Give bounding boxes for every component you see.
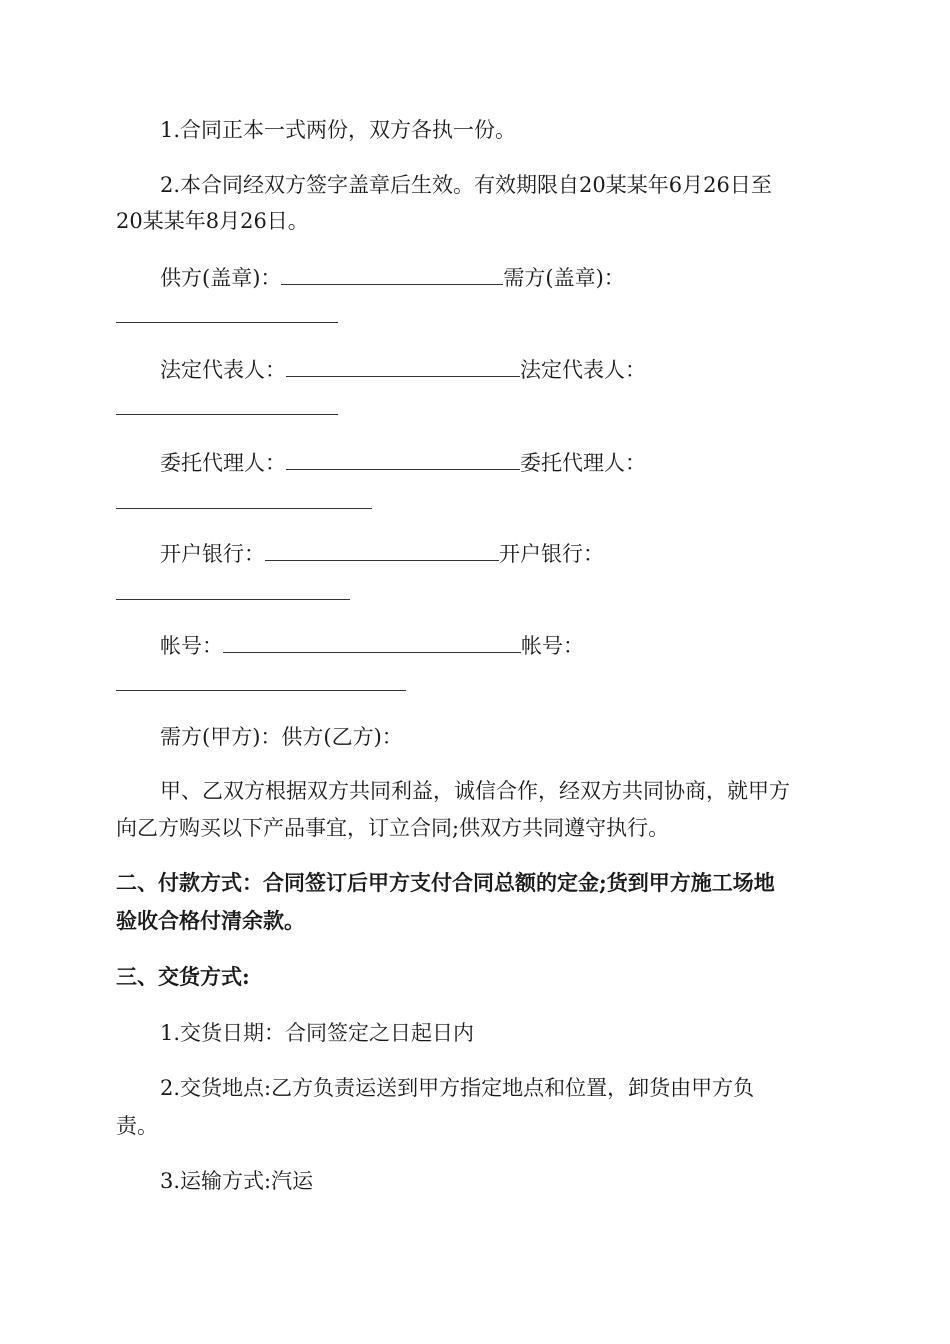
account-label-a: 帐号： [160, 634, 223, 658]
buyer-seal-blank[interactable] [116, 322, 338, 323]
delivery-date-item: 1.交货日期：合同签定之日起日内 [160, 1021, 475, 1045]
section-payment-line1: 二、付款方式：合同签订后甲方支付合同总额的定金;货到甲方施工场地 [116, 870, 775, 895]
bank-blank-b[interactable] [116, 599, 350, 600]
legal-rep-blank-b[interactable] [116, 414, 338, 415]
buyer-seal-label: 需方(盖章)： [503, 266, 625, 290]
bank-blank-a[interactable] [265, 538, 499, 561]
preamble-line2: 向乙方购买以下产品事宜，订立合同;供双方共同遵守执行。 [116, 816, 670, 840]
bank-label-a: 开户银行： [160, 542, 265, 566]
section-delivery-heading: 三、交货方式: [116, 964, 250, 989]
agent-row [160, 447, 646, 478]
agent-blank-a[interactable] [286, 447, 520, 470]
legal-rep-label-a: 法定代表人： [160, 358, 286, 382]
legal-rep-row [160, 354, 646, 385]
agent-label-a: 委托代理人： [160, 451, 286, 475]
clause-validity-line1: 2.本合同经双方签字盖章后生效。有效期限自20某某年6月26日至 [160, 173, 772, 197]
agent-blank-b[interactable] [116, 508, 372, 509]
section-payment-line2: 验收合格付清余款。 [116, 908, 305, 933]
delivery-location-line1: 2.交货地点:乙方负责运送到甲方指定地点和位置，卸货由甲方负 [160, 1076, 755, 1100]
transport-method-item: 3.运输方式:汽运 [160, 1169, 314, 1193]
clause-copies: 1.合同正本一式两份，双方各执一份。 [160, 118, 517, 142]
account-row [160, 630, 584, 661]
account-blank-b[interactable] [116, 690, 406, 691]
bank-label-b: 开户银行： [499, 542, 604, 566]
supplier-seal-label: 供方(盖章)： [160, 266, 282, 290]
preamble-line1: 甲、乙双方根据双方共同利益，诚信合作，经双方共同协商，就甲方 [160, 779, 790, 803]
legal-rep-label-b: 法定代表人： [520, 358, 646, 382]
account-blank-a[interactable] [223, 630, 521, 653]
parties-line: 需方(甲方)：供方(乙方)： [160, 725, 403, 749]
delivery-location-line2: 责。 [116, 1114, 158, 1138]
bank-row [160, 538, 604, 569]
clause-validity-line2: 20某某年8月26日。 [116, 209, 309, 233]
agent-label-b: 委托代理人： [520, 451, 646, 475]
account-label-b: 帐号： [521, 634, 584, 658]
supplier-seal-blank[interactable] [281, 262, 503, 285]
seal-row [160, 262, 625, 293]
legal-rep-blank-a[interactable] [286, 354, 520, 377]
